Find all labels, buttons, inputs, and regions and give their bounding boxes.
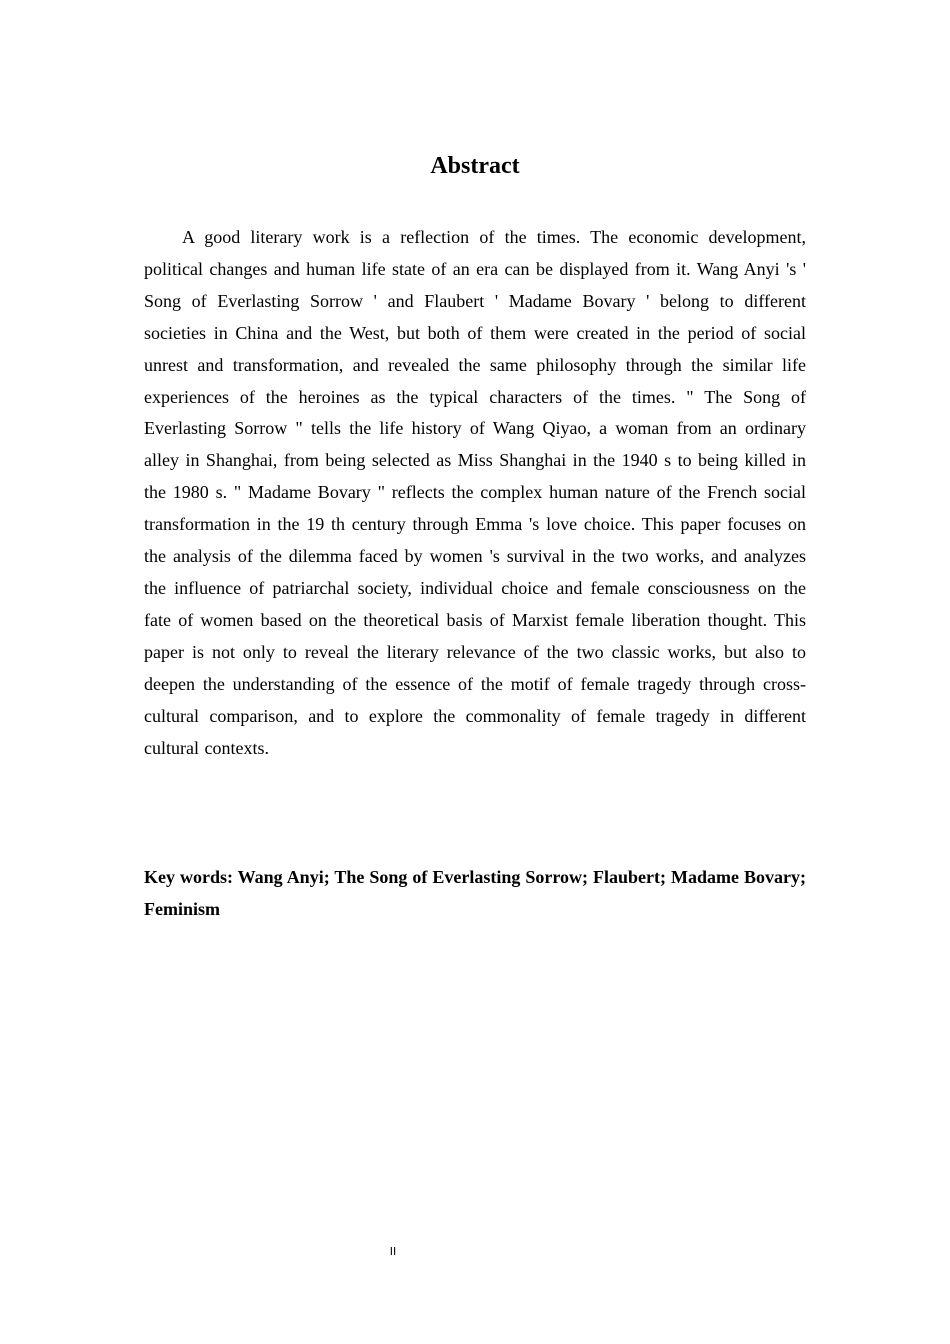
abstract-body: A good literary work is a reflection of the times. The economic development, political changes and human life state of an era can be displayed from it. Wang Anyi 's ' Song of Everlasting Sorrow ' and Flaubert ' Madame Bovary ' belong to different societies in China and the West, but both of them were created in the period of social unrest and transformation, and revealed the same philosophy through the similar life experiences of the heroines as the typical characters of the times. " The Song of Everlasting Sorrow " tells the life history of Wang Qiyao, a woman from an ordinary alley in Shanghai, from being selected as Miss Shanghai in the 1940 s to being killed in the 1980 s. " Madame Bovary " reflects the complex human nature of the French social transformation in the 19 th century through Emma 's love choice. This paper focuses on the analysis of the dilemma faced by women 's survival in the two works, and analyzes the influence of patriarchal society, individual choice and female consciousness on the fate of women based on the theoretical basis of Marxist female liberation thought. This paper is not only to reveal the literary relevance of the two classic works, but also to deepen the understanding of the essence of the motif of female tragedy through cross-cultural comparison, and to explore the commonality of female tragedy in different cultural contexts. [144, 227, 806, 758]
keywords-line: Key words: Wang Anyi; The Song of Everlasting Sorrow; Flaubert; Madame Bovary; Feminism [144, 867, 806, 919]
abstract-title: Abstract [430, 153, 520, 179]
page-number: II [389, 1245, 397, 1258]
